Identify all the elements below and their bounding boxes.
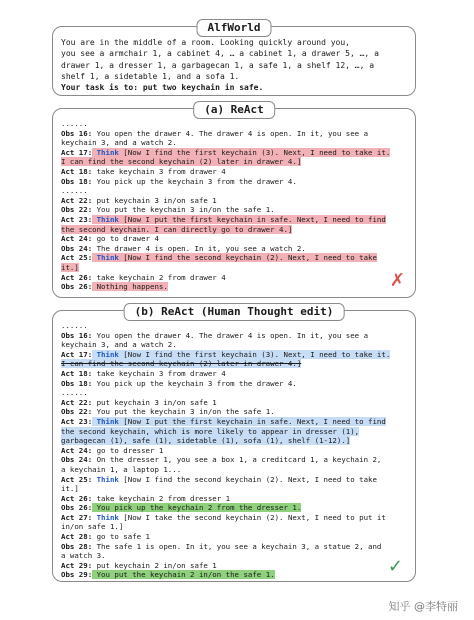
trajectory-line — [61, 436, 409, 446]
step-text: go to drawer 4 — [92, 234, 159, 244]
step-text: You pick up the keychain 2 from the dresser 1. — [92, 503, 302, 513]
trajectory-line — [61, 282, 409, 292]
cross-icon: ✗ — [389, 270, 405, 291]
step-label: Act 29: — [61, 560, 93, 570]
intro-line: You are in the middle of a room. Looking quickly around you, — [61, 38, 350, 47]
trajectory-line — [61, 331, 409, 341]
step-label: Obs 26: — [61, 503, 93, 513]
trajectory-line — [61, 340, 409, 350]
step-text: go to safe 1 — [92, 532, 151, 542]
trajectory-line — [61, 551, 409, 561]
step-label: Act 25: — [61, 474, 93, 484]
step-text: You put the keychain 2 in/on the safe 1. — [92, 570, 275, 580]
trajectory-line — [61, 475, 409, 485]
trajectory-line — [61, 503, 409, 513]
react-panel — [52, 103, 416, 298]
trajectory-line — [61, 388, 409, 398]
step-label: Obs 29: — [61, 570, 93, 580]
step-text: take keychain 2 from dresser 1 — [92, 493, 231, 503]
trajectory-line — [61, 148, 409, 158]
trajectory-line — [61, 455, 409, 465]
step-label: Act 27: — [61, 512, 93, 522]
step-text: a watch 3. — [61, 551, 106, 561]
trajectory-line — [61, 273, 409, 283]
step-text: take keychain 2 from drawer 4 — [92, 272, 226, 282]
step-label: Act 23: — [61, 416, 93, 426]
think-keyword: Think — [92, 474, 119, 484]
step-text: keychain 3, and a watch 2. — [61, 340, 177, 350]
trajectory-line — [61, 542, 409, 552]
trajectory-line — [61, 196, 409, 206]
step-label: Act 28: — [61, 532, 93, 542]
step-text: a keychain 1, a laptop 1... — [61, 464, 182, 474]
step-text: ...... — [61, 388, 88, 398]
step-label: Obs 24: — [61, 243, 93, 253]
human-edit-trajectory — [61, 321, 409, 580]
step-text: [Now I find the first keychain (3). Next, I need to take it. — [118, 349, 391, 359]
step-label: Obs 18: — [61, 176, 93, 186]
step-text: You put the keychain 3 in/on the safe 1. — [92, 407, 275, 417]
react-trajectory — [61, 119, 409, 292]
trajectory-line — [61, 215, 409, 225]
step-label: Act 18: — [61, 166, 93, 176]
step-text: in/on safe 1.] — [61, 522, 124, 532]
step-text: You open the drawer 4. The drawer 4 is open. In it, you see a — [92, 128, 369, 138]
step-text: [Now I find the second keychain (2). Next, I need to take — [118, 253, 377, 263]
step-text: go to dresser 1 — [92, 445, 164, 455]
trajectory-line — [61, 129, 409, 139]
step-label: Obs 16: — [61, 330, 93, 340]
step-text: You open the drawer 4. The drawer 4 is open. In it, you see a — [92, 330, 369, 340]
trajectory-line — [61, 494, 409, 504]
step-text: take keychain 3 from drawer 4 — [92, 166, 226, 176]
trajectory-line — [61, 321, 409, 331]
think-keyword: Think — [92, 147, 119, 157]
step-label: Obs 24: — [61, 455, 93, 465]
step-text: ...... — [61, 119, 88, 128]
human-edit-panel — [52, 305, 416, 582]
step-label: Act 18: — [61, 368, 93, 378]
human-edit-title: (b) ReAct (Human Thought edit) — [124, 303, 345, 321]
alfworld-intro — [61, 37, 409, 93]
trajectory-line — [61, 427, 409, 437]
check-icon: ✓ — [387, 556, 403, 577]
trajectory-line — [61, 263, 409, 273]
alfworld-panel — [52, 21, 416, 96]
trajectory-line — [61, 157, 409, 167]
think-keyword: Think — [92, 512, 119, 522]
step-text: [Now I find the second keychain (2). Next, I need to take — [118, 474, 377, 484]
step-text: ...... — [61, 321, 88, 330]
trajectory-line — [61, 119, 409, 129]
step-label: Act 25: — [61, 253, 93, 263]
step-text: You pick up the keychain 3 from the drawer 4. — [92, 378, 297, 388]
step-text: [Now I put the first keychain in safe. Next, I need to find — [118, 214, 386, 224]
step-label: Obs 26: — [61, 282, 93, 292]
intro-line: you see a armchair 1, a cabinet 4, … a cabinet 1, a drawer 5, …, a — [61, 49, 379, 59]
step-text: put keychain 3 in/on safe 1 — [92, 397, 217, 407]
trajectory-line — [61, 234, 409, 244]
intro-line: shelf 1, a sidetable 1, and a sofa 1. — [61, 71, 240, 81]
trajectory-line — [61, 570, 409, 580]
trajectory-line — [61, 225, 409, 235]
trajectory-line — [61, 205, 409, 215]
step-text: I can find the second keychain (2) later in drawer 4.] — [61, 157, 302, 167]
step-label: Act 26: — [61, 493, 93, 503]
step-label: Obs 28: — [61, 541, 93, 551]
step-text: garbagecan (1), safe (1), sidetable (1), sofa (1), shelf (1-12).] — [61, 436, 351, 446]
step-label: Act 22: — [61, 195, 93, 205]
step-text: ...... — [61, 186, 88, 196]
step-label: Obs 22: — [61, 407, 93, 417]
step-text: the second keychain, which is more likely to appear in dresser (1), — [61, 426, 360, 436]
react-title: (a) ReAct — [193, 101, 275, 119]
step-label: Act 17: — [61, 349, 93, 359]
step-text: the second keychain. I can directly go to drawer 4.] — [61, 224, 293, 234]
trajectory-line — [61, 138, 409, 148]
step-label: Obs 22: — [61, 205, 93, 215]
step-text: You put the keychain 3 in/on the safe 1. — [92, 205, 275, 215]
step-text: The drawer 4 is open. In it, you see a watch 2. — [92, 243, 306, 253]
trajectory-line — [61, 446, 409, 456]
trajectory-line — [61, 398, 409, 408]
step-text: put keychain 3 in/on safe 1 — [92, 195, 217, 205]
trajectory-line — [61, 253, 409, 263]
watermark: 知乎 @李特丽 — [388, 600, 458, 613]
step-label: Act 23: — [61, 214, 93, 224]
trajectory-line — [61, 532, 409, 542]
trajectory-line — [61, 369, 409, 379]
trajectory-line — [61, 186, 409, 196]
alfworld-title: AlfWorld — [197, 19, 272, 37]
step-text: [Now I find the first keychain (3). Next, I need to take it. — [118, 147, 391, 157]
trajectory-line — [61, 177, 409, 187]
trajectory-line — [61, 513, 409, 523]
trajectory-line — [61, 244, 409, 254]
trajectory-line — [61, 417, 409, 427]
trajectory-line — [61, 167, 409, 177]
trajectory-line — [61, 465, 409, 475]
think-keyword: Think — [92, 214, 119, 224]
step-text: it.] — [61, 484, 79, 494]
think-keyword: Think — [92, 349, 119, 359]
think-keyword: Think — [92, 416, 119, 426]
step-text: Nothing happens. — [92, 282, 168, 292]
step-text: take keychain 3 from drawer 4 — [92, 368, 226, 378]
trajectory-line — [61, 350, 409, 360]
step-label: Act 22: — [61, 397, 93, 407]
step-label: Act 24: — [61, 445, 93, 455]
trajectory-line — [61, 359, 409, 369]
step-text: put keychain 2 in/on safe 1 — [92, 560, 217, 570]
think-keyword: Think — [92, 253, 119, 263]
step-label: Obs 18: — [61, 378, 93, 388]
step-text: [Now I put the first keychain in safe. Next, I need to find — [118, 416, 386, 426]
step-label: Obs 16: — [61, 128, 93, 138]
step-text: You pick up the keychain 3 from the drawer 4. — [92, 176, 297, 186]
step-label: Act 17: — [61, 147, 93, 157]
step-text: keychain 3, and a watch 2. — [61, 138, 177, 148]
step-text: [Now I take the second keychain (2). Next, I need to put it — [118, 512, 386, 522]
step-text: I can find the second keychain (2) later in drawer 4.] — [61, 359, 302, 369]
trajectory-line — [61, 561, 409, 571]
trajectory-line — [61, 407, 409, 417]
step-text: The safe 1 is open. In it, you see a keychain 3, a statue 2, and — [92, 541, 382, 551]
step-text: On the dresser 1, you see a box 1, a creditcard 1, a keychain 2, — [92, 455, 382, 465]
trajectory-line — [61, 484, 409, 494]
trajectory-line — [61, 379, 409, 389]
intro-line: drawer 1, a dresser 1, a garbagecan 1, a safe 1, a shelf 12, …, a — [61, 60, 375, 70]
task-line: Your task is to: put two keychain in safe. — [61, 83, 264, 93]
step-label: Act 26: — [61, 272, 93, 282]
step-label: Act 24: — [61, 234, 93, 244]
step-text: it.] — [61, 262, 79, 272]
trajectory-line — [61, 522, 409, 532]
